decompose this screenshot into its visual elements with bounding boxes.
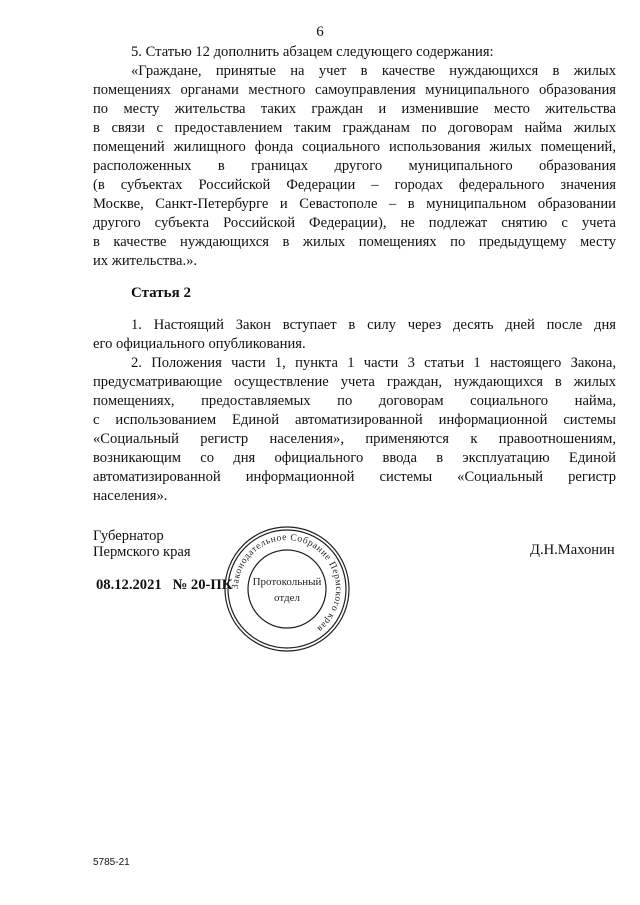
amendment-line: помещений жилищного фонда социального использования жилых помещений, xyxy=(93,139,616,155)
stamp-center-line: отдел xyxy=(274,592,300,604)
stamp-center-line: Протокольный xyxy=(252,576,322,588)
article-line: его официального опубликования. xyxy=(93,336,306,352)
amendment-line: их жительства.». xyxy=(93,253,198,269)
amendment-line: другого субъекта Российской Федерации), не подлежат снятию с учета xyxy=(93,215,616,231)
amendment-line: помещениях органами местного самоуправления муниципального образования xyxy=(93,82,616,98)
article-line: предусматривающие осуществление учета граждан, нуждающихся в жилых xyxy=(93,374,616,390)
amendment-line: (в субъектах Российской Федерации – городах федерального значения xyxy=(93,177,616,193)
article-line: «Социальный регистр населения», применяются к правоотношениям, xyxy=(93,431,616,447)
article-line: возникающим со дня официального ввода в эксплуатацию Единой xyxy=(93,450,616,466)
document-code: 5785-21 xyxy=(93,857,130,868)
article-line: помещениях, предоставляемых по договорам социального найма, xyxy=(93,393,616,409)
position-line: Губернатор xyxy=(93,528,164,544)
amendment-line: по месту жительства таких граждан и изменившие место жительства xyxy=(93,101,616,117)
stamp-ring-text: Законодательное Собрание Пермского края xyxy=(230,532,344,634)
article-line: 1. Настоящий Закон вступает в силу через десять дней после дня xyxy=(131,317,616,333)
article-line: автоматизированной информационной системы «Социальный регистр xyxy=(93,469,616,485)
stamp-outer-ring xyxy=(225,527,349,651)
stamp-center-ring xyxy=(248,550,326,628)
page-number: 6 xyxy=(316,24,324,40)
article-line: с использованием Единой автоматизированной информационной системы xyxy=(93,412,616,428)
article-heading: Статья 2 xyxy=(131,285,191,301)
amendment-line: в качестве нуждающихся в жилых помещениях по предыдущему месту xyxy=(93,234,616,250)
signatory-name: Д.Н.Махонин xyxy=(530,542,615,558)
amendment-line: «Граждане, принятые на учет в качестве нуждающихся в жилых xyxy=(131,63,616,79)
amendment-line: 5. Статью 12 дополнить абзацем следующего содержания: xyxy=(131,44,494,60)
position-line: Пермского края xyxy=(93,544,191,560)
official-stamp xyxy=(222,524,352,654)
article-line: 2. Положения части 1, пункта 1 части 3 статьи 1 настоящего Закона, xyxy=(131,355,616,371)
signatory-position xyxy=(93,528,191,560)
amendment-line: Москве, Санкт-Петербурге и Севастополе – в муниципальном образовании xyxy=(93,196,616,212)
article-line: населения». xyxy=(93,488,168,504)
stamp-inner-ring xyxy=(228,530,346,648)
amendment-line: в связи с предоставлением таким гражданам по договорам найма жилых xyxy=(93,120,616,136)
law-date-number: 08.12.2021 № 20-ПК xyxy=(96,577,233,593)
amendment-line: расположенных в границах другого муниципального образования xyxy=(93,158,616,174)
